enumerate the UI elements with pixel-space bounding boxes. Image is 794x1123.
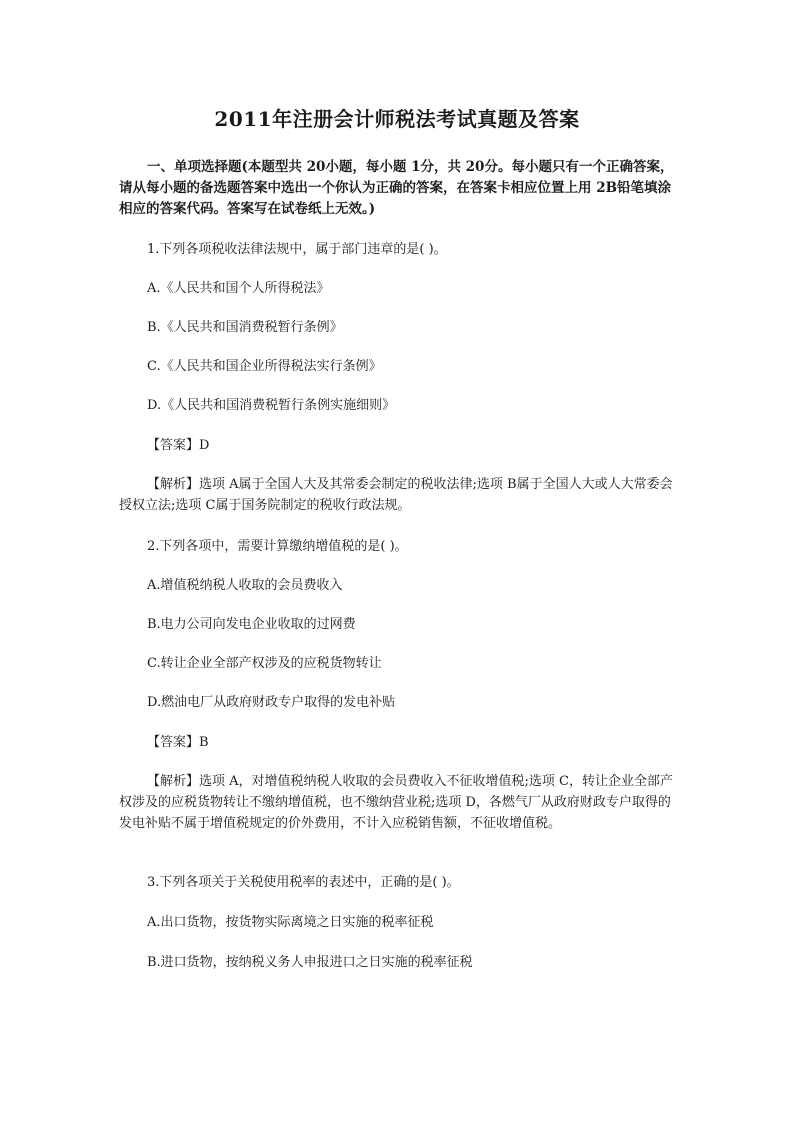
question-2-option-d: D.燃油电厂从政府财政专户取得的发电补贴	[147, 695, 396, 710]
question-1-option-d: D.《人民共和国消费税暂行条例实施细则》	[147, 398, 396, 413]
question-1-option-c: C.《人民共和国企业所得税法实行条例》	[147, 359, 382, 374]
question-1-stem: 1.下列各项税收法律法规中，属于部门违章的是( )。	[147, 242, 447, 257]
question-1-option-b: B.《人民共和国消费税暂行条例》	[147, 320, 343, 335]
question-2-option-a: A.增值税纳税人收取的会员费收入	[147, 578, 343, 593]
question-1-option-a: A.《人民共和国个人所得税法》	[147, 281, 330, 296]
page-title: 2011年注册会计师税法考试真题及答案	[214, 107, 580, 131]
question-3-option-a: A.出口货物，按货物实际离境之日实施的税率征税	[147, 915, 434, 930]
question-2-analysis: 【解析】选项 A，对增值税纳税人收取的会员费收入不征收增值税;选项 C，转让企业全部产权涉及的应税货物转让不缴纳增值税，也不缴纳营业税;选项 D，各燃气厂从政府财政专户取得的发电补贴不属于增值税规定的价外费用，不计入应税销售额，不征收增值税。	[119, 774, 673, 831]
section-heading: 一、单项选择题(本题型共 20小题，每小题 1分，共 20分。每小题只有一个正确答案，请从每小题的备选题答案中选出一个你认为正确的答案，在答案卡相应位置上用 2B铅笔填涂相应的答案代码。答案写在试卷纸上无效。)	[119, 159, 674, 217]
question-3-option-b: B.进口货物，按纳税义务人申报进口之日实施的税率征税	[147, 955, 473, 970]
question-2-option-b: B.电力公司向发电企业收取的过网费	[147, 617, 356, 632]
question-2-answer: 【答案】B	[147, 735, 209, 750]
question-1-analysis: 【解析】选项 A属于全国人大及其常委会制定的税收法律;选项 B属于全国人大或人大常委会授权立法;选项 C属于国务院制定的税收行政法规。	[119, 477, 673, 513]
question-2-stem: 2.下列各项中，需要计算缴纳增值税的是( )。	[147, 539, 408, 554]
question-3-stem: 3.下列各项关于关税使用税率的表述中，正确的是( )。	[147, 875, 460, 890]
question-2-option-c: C.转让企业全部产权涉及的应税货物转让	[147, 656, 382, 671]
question-1-answer: 【答案】D	[147, 438, 210, 453]
